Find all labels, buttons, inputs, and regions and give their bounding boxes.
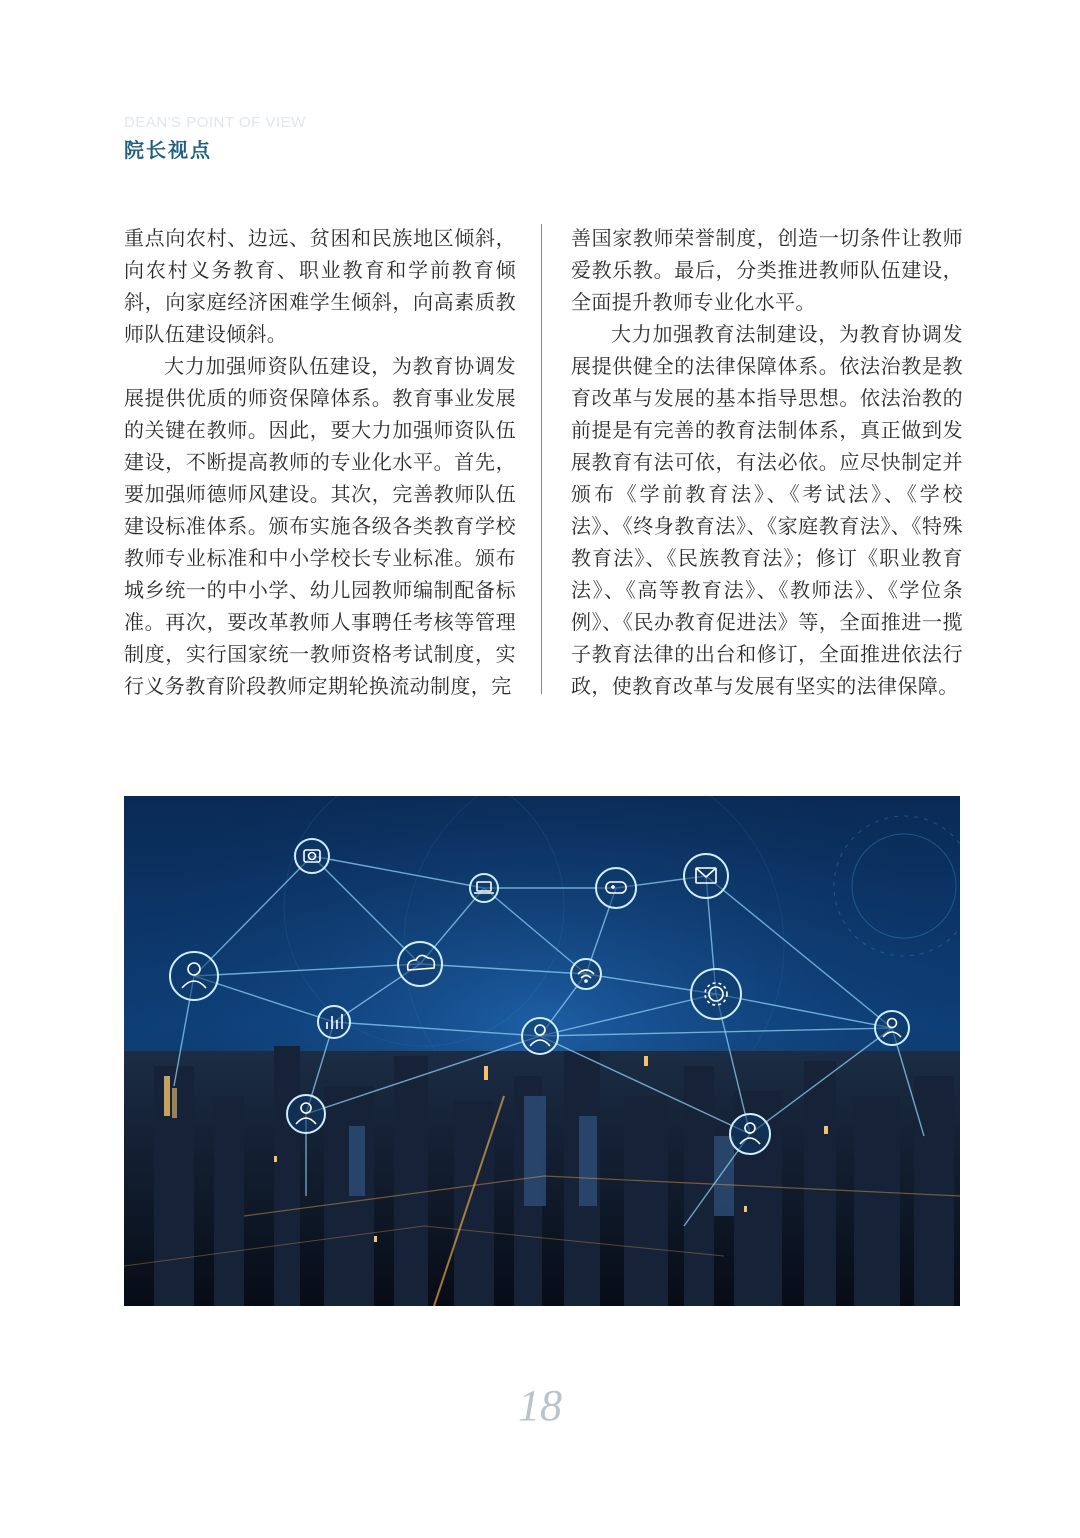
cloud-icon	[398, 942, 442, 986]
gear-icon	[691, 969, 741, 1019]
user-icon	[730, 1114, 770, 1154]
user-icon	[287, 1095, 325, 1133]
city-skyline	[124, 1046, 960, 1306]
page-number: 18	[518, 1381, 562, 1430]
text-column-right	[571, 222, 963, 702]
laptop-icon	[470, 874, 498, 902]
text-column-left	[124, 222, 516, 702]
camera-icon	[295, 839, 329, 873]
network-city-photo	[124, 796, 960, 1306]
section-title-cn: 院长视点	[124, 138, 212, 162]
wifi-icon	[571, 959, 601, 989]
user-icon	[170, 952, 218, 1000]
person-icon	[522, 1018, 558, 1054]
bar-chart-icon	[318, 1006, 350, 1038]
paragraph: 大力加强师资队伍建设，为教育协调发展提供优质的师资保障体系。教育事业发展的关键在教师。因此，要大力加强师资队伍建设，不断提高教师的专业化水平。首先，要加强师德师风建设。其次，完善教师队伍建设标准体系。颁布实施各级各类教育学校教师专业标准和中小学校长专业标准。颁布城乡统一的中小学、幼儿园教师编制配备标准。再次，要改革教师人事聘任考核等管理制度，实行国家统一教师资格考试制度，实行义务教育阶段教师定期轮换流动制度，完	[124, 354, 516, 698]
column-divider	[541, 224, 542, 694]
section-title-en: DEAN'S POINT OF VIEW	[124, 114, 306, 131]
paragraph: 大力加强教育法制建设，为教育协调发展提供健全的法律保障体系。依法治教是教育改革与发展的基本指导思想。依法治教的前提是有完善的教育法制体系，真正做到发展教育有法可依，有法必依。应尽快制定并颁布《学前教育法》、《考试法》、《学校法》、《终身教育法》、《家庭教育法》、《特殊教育法》、《民族教育法》；修订《职业教育法》、《高等教育法》、《教师法》、《学位条例》、《民办教育促进法》等，全面推进一揽子教育法律的出台和修订，全面推进依法行政，使教育改革与发展有坚实的法律保障。	[571, 322, 963, 698]
paragraph: 善国家教师荣誉制度，创造一切条件让教师爱教乐教。最后，分类推进教师队伍建设，全面提升教师专业化水平。	[571, 226, 963, 314]
paragraph: 重点向农村、边远、贫困和民族地区倾斜，向农村义务教育、职业教育和学前教育倾斜，向家庭经济困难学生倾斜，向高素质教师队伍建设倾斜。	[124, 226, 516, 346]
gamepad-icon	[596, 868, 636, 908]
